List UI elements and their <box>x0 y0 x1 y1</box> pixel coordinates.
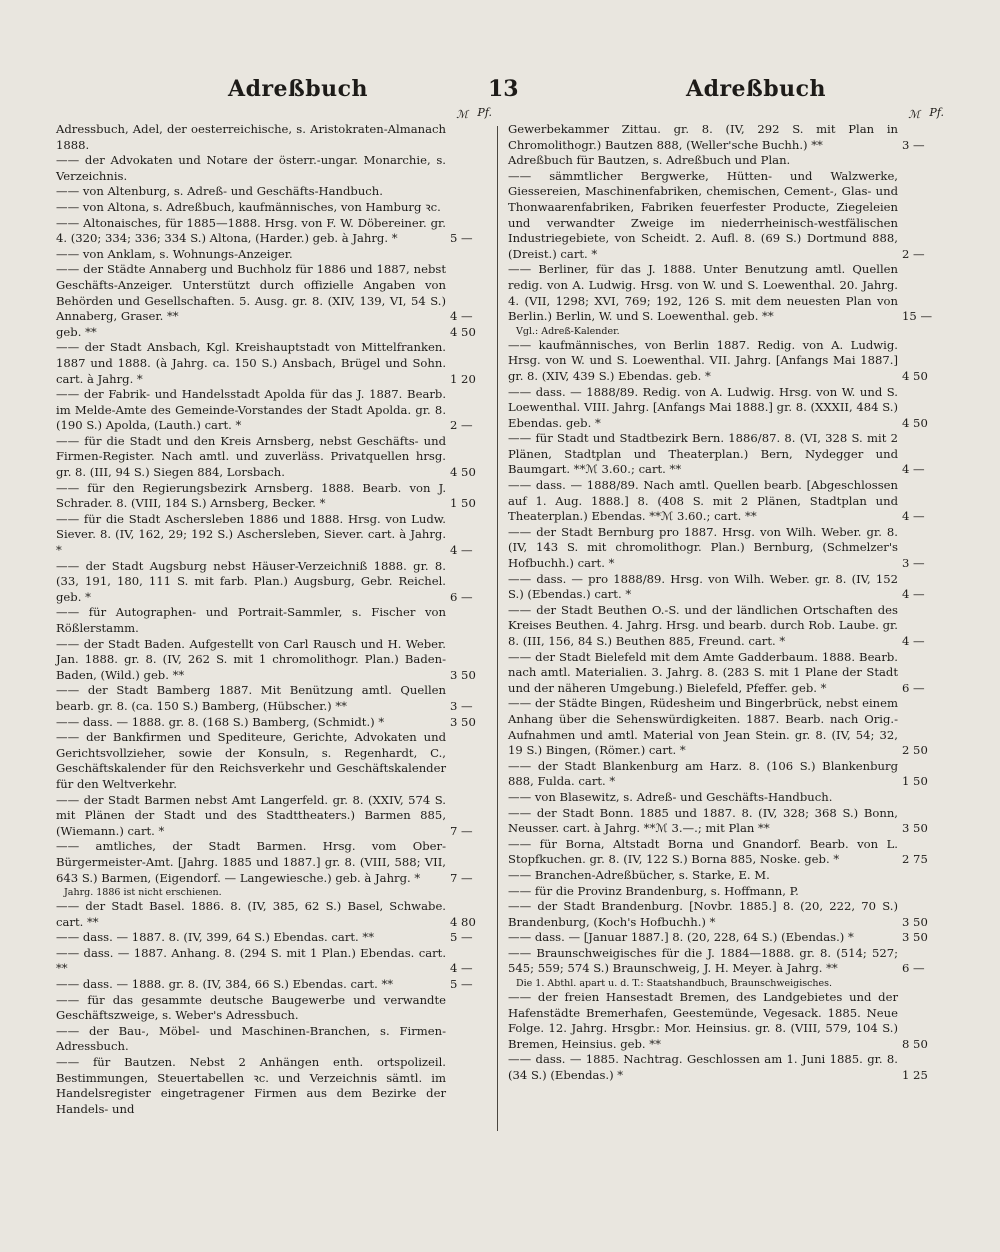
mark-symbol: ℳ <box>908 108 920 121</box>
header-left-title: Adreßbuch <box>228 76 369 102</box>
bibliography-entry <box>508 650 948 697</box>
entry-price: 3 — <box>902 137 925 152</box>
entry-price: 3 50 <box>902 914 928 929</box>
entry-text: —— Braunschweigisches für die J. 1884—1888. gr. 8. (514; 527; 545; 559; 574 S.) Braunschweig, J. H. Meyer. à Jahrg. ** <box>508 945 898 976</box>
bibliography-entry <box>56 122 496 153</box>
entry-price: 3 50 <box>450 667 476 682</box>
entry-price: 4 50 <box>902 415 928 430</box>
bibliography-entry <box>56 605 496 636</box>
entry-text: Jahrg. 1886 ist nicht erschienen. <box>64 887 222 899</box>
entry-text: —— für Stadt und Stadtbezirk Bern. 1886/87. 8. (VI, 328 S. mit 2 Plänen, Stadtplan und Theaterplan.) Bern, Nydegger und Baumgart. **ℳ 3.60.; cart. ** <box>508 431 898 477</box>
currency-heading <box>56 106 496 122</box>
entry-text: —— der Stadt Barmen nebst Amt Langerfeld. gr. 8. (XXIV, 574 S. mit Plänen der Stadt und des Stadttheaters.) Barmen 885, (Wiemann.) cart. * <box>56 792 446 838</box>
entry-text: —— für das gesammte deutsche Baugewerbe und verwandte Geschäftszweige, s. Weber's Adressbuch. <box>56 992 446 1023</box>
pfennig-label: Pf. <box>929 106 944 119</box>
entry-text: —— der Stadt Basel. 1886. 8. (IV, 385, 62 S.) Basel, Schwabe. cart. ** <box>56 899 446 929</box>
entry-text: —— kaufmännisches, von Berlin 1887. Redig. von A. Ludwig. Hrsg. von W. und S. Loewenthal. VII. Jahrg. [Anfangs Mai 1887.] gr. 8. (XIV, 439 S.) Ebendas. geb. * <box>508 337 898 383</box>
entry-price: 4 — <box>450 961 473 976</box>
entry-text: —— dass. — [Januar 1887.] 8. (20, 228, 64 S.) (Ebendas.) * <box>508 930 854 945</box>
entry-text: Adreßbuch für Bautzen, s. Adreßbuch und Plan. <box>508 153 791 168</box>
entry-text: —— der Stadt Bamberg 1887. Mit Benützung amtl. Quellen bearb. gr. 8. (ca. 150 S.) Bamberg, (Hübscher.) ** <box>56 683 446 713</box>
bibliography-entry <box>508 930 948 946</box>
entry-text: —— dass. — 1888. gr. 8. (IV, 384, 66 S.) Ebendas. cart. ** <box>56 977 394 992</box>
entry-text: —— der Stadt Bielefeld mit dem Amte Gadderbaum. 1888. Bearb. nach amtl. Materialien. 3. Jahrg. 8. (283 S. mit 1 Plane der Stadt und der näheren Umgebung.) Bielefeld, Pfeffer. geb. * <box>508 649 898 695</box>
entry-text: —— dass. — 1887. Anhang. 8. (294 S. mit 1 Plan.) Ebendas. cart. ** <box>56 945 446 976</box>
entry-text: —— der Stadt Bonn. 1885 und 1887. 8. (IV, 328; 368 S.) Bonn, Neusser. cart. à Jahrg. **ℳ 3.—.; mit Plan ** <box>508 805 898 836</box>
entry-text: —— für die Stadt und den Kreis Arnsberg, nebst Geschäfts- und Firmen-Register. Nach amtl. und zuverläss. Privatquellen hrsg. gr. 8. (III, 94 S.) Siegen 884, Lorsbach. <box>56 433 446 480</box>
entry-price: 3 — <box>902 556 925 571</box>
entry-price: 4 — <box>450 543 473 558</box>
entry-price: 6 — <box>450 589 473 604</box>
bibliography-entry <box>508 431 948 478</box>
entry-text: —— der Stadt Blankenburg am Harz. 8. (106 S.) Blankenburg 888, Fulda. cart. * <box>508 758 898 789</box>
entry-text: —— Altonaisches, für 1885—1888. Hrsg. von F. W. Döbereiner. gr. 4. (320; 334; 336; 334 S.) Altona, (Harder.) geb. à Jahrg. * <box>56 215 446 246</box>
right-entry-list <box>508 122 948 1084</box>
entry-text: —— Branchen-Adreßbücher, s. Starke, E. M. <box>508 867 770 882</box>
bibliography-entry <box>508 122 948 153</box>
bibliography-entry <box>56 993 496 1024</box>
bibliography-entry <box>508 696 948 758</box>
bibliography-entry <box>508 525 948 572</box>
entry-text: Vgl.: Adreß-Kalender. <box>516 325 620 337</box>
entry-price: 4 50 <box>902 368 928 383</box>
entry-text: —— Berliner, für das J. 1888. Unter Benutzung amtl. Quellen redig. von A. Ludwig. Hrsg. von W. und S. Loewenthal. 20. Jahrg. 4. (VII, 1298; XVI, 769; 192, 126 S. mit dem neuesten Plan von Berlin.) Berlin, W. und S. Loewenthal. geb. ** <box>508 262 898 324</box>
entry-text: Gewerbekammer Zittau. gr. 8. (IV, 292 S. mit Plan in Chromolithogr.) Bautzen 888, (Weller'sche Buchh.) ** <box>508 122 898 152</box>
bibliography-entry <box>56 793 496 840</box>
bibliography-entry <box>508 868 948 884</box>
bibliography-entry <box>56 434 496 481</box>
entry-price: 1 25 <box>902 1068 928 1083</box>
entry-price: 6 — <box>902 680 925 695</box>
bibliography-entry <box>56 899 496 930</box>
bibliography-entry <box>508 884 948 900</box>
bibliography-entry <box>56 200 496 216</box>
entry-text: —— der Bankfirmen und Spediteure, Gerichte, Advokaten und Gerichtsvollzieher, sowie der Konsuln, s. Regenhardt, C., Geschäftskalender für den Reichsverkehr und Geschäftskalender für den Weltverkehr. <box>56 730 446 791</box>
entry-price: 8 50 <box>902 1036 928 1051</box>
pfennig-label: Pf. <box>477 106 492 119</box>
entry-text: —— dass. — 1888/89. Nach amtl. Quellen bearb. [Abgeschlossen auf 1. Aug. 1888.] 8. (408 S. mit 2 Plänen, Stadtplan und Theaterplan.) Ebendas. **ℳ 3.60.; cart. ** <box>508 478 898 524</box>
mark-symbol: ℳ <box>456 108 468 121</box>
entry-text: —— der Stadt Bernburg pro 1887. Hrsg. von Wilh. Weber. gr. 8. (IV, 143 S. mit chromolithogr. Plan.) Bernburg, (Schmelzer's Hofbuchh.) cart. * <box>508 524 898 571</box>
entry-price: 4 80 <box>450 914 476 929</box>
bibliography-entry <box>508 262 948 324</box>
running-header <box>0 76 1000 106</box>
bibliography-entry <box>508 603 948 650</box>
bibliography-entry <box>56 512 496 559</box>
entry-text: —— für Autographen- und Portrait-Sammler, s. Fischer von Rößlerstamm. <box>56 605 446 635</box>
bibliography-entry <box>508 153 948 169</box>
entry-text: —— der Bau-, Möbel- und Maschinen-Branchen, s. Firmen-Adressbuch. <box>56 1023 446 1054</box>
entry-text: —— dass. — pro 1888/89. Hrsg. von Wilh. Weber. gr. 8. (IV, 152 S.) (Ebendas.) cart. * <box>508 571 898 602</box>
entry-price: 3 — <box>450 698 473 713</box>
entry-price: 4 — <box>902 587 925 602</box>
bibliography-entry <box>508 169 948 263</box>
bibliography-entry <box>56 839 496 886</box>
entry-text: —— für Bautzen. Nebst 2 Anhängen enth. ortspolizeil. Bestimmungen, Steuertabellen ꝛc. und Verzeichnis sämtl. im Handelsregister eingetragener Firmen aus dem Bezirke der Handels- und <box>56 1055 446 1116</box>
entry-price: 2 75 <box>902 852 928 867</box>
bibliography-entry <box>508 946 948 977</box>
entry-price: 1 50 <box>902 774 928 789</box>
entry-text: —— der Stadt Beuthen O.-S. und der ländlichen Ortschaften des Kreises Beuthen. 4. Jahrg. Hrsg. und bearb. durch Rob. Laube. gr. 8. (III, 156, 84 S.) Beuthen 885, Freund. cart. * <box>508 602 898 648</box>
bibliography-entry <box>56 247 496 263</box>
bibliography-entry <box>508 385 948 432</box>
entry-price: 3 50 <box>902 930 928 945</box>
entry-text: —— der Stadt Ansbach, Kgl. Kreishauptstadt von Mittelfranken. 1887 und 1888. (à Jahrg. ca. 150 S.) Ansbach, Brügel und Sohn. cart. à Jahrg. * <box>56 340 446 386</box>
entry-text: —— der Advokaten und Notare der österr.-ungar. Monarchie, s. Verzeichnis. <box>56 153 446 183</box>
entry-price: 4 50 <box>450 465 476 480</box>
bibliography-entry <box>508 478 948 525</box>
entry-text: —— von Altenburg, s. Adreß- und Geschäfts-Handbuch. <box>56 184 383 199</box>
entry-text: —— der Stadt Brandenburg. [Novbr. 1885.] 8. (20, 222, 70 S.) Brandenburg, (Koch's Hofbuchh.) * <box>508 899 898 929</box>
entry-price: 4 50 <box>450 324 476 339</box>
right-column <box>508 106 948 1084</box>
entry-text: Die 1. Abthl. apart u. d. T.: Staatshandbuch, Braunschweigisches. <box>516 978 833 990</box>
entry-price: 5 — <box>450 977 473 992</box>
bibliography-entry <box>508 806 948 837</box>
bibliography-entry <box>508 1052 948 1083</box>
entry-text: —— von Blasewitz, s. Adreß- und Geschäfts-Handbuch. <box>508 789 833 804</box>
entry-price: 1 50 <box>450 496 476 511</box>
bibliography-entry <box>56 683 496 714</box>
entry-price: 4 — <box>902 509 925 524</box>
currency-heading <box>508 106 948 122</box>
bibliography-entry <box>508 990 948 1052</box>
entry-text: Adressbuch, Adel, der oesterreichische, s. Aristokraten-Almanach 1888. <box>56 122 446 152</box>
entry-text: —— der freien Hansestadt Bremen, des Landgebietes und der Hafenstädte Bremerhafen, Geestemünde, Vegesack. 1885. Neue Folge. 12. Jahrg. Hrsgbr.: Mor. Heinsius. gr. 8. (VIII, 579, 104 S.) Bremen, Heinsius. geb. ** <box>508 990 898 1051</box>
bibliography-entry <box>56 262 496 324</box>
bibliography-entry <box>56 637 496 684</box>
entry-text: —— der Fabrik- und Handelsstadt Apolda für das J. 1887. Bearb. im Melde-Amte des Gemeinde-Vorstandes der Stadt Apolda. gr. 8. (190 S.) Apolda, (Lauth.) cart. * <box>56 387 446 433</box>
entry-text: —— der Städte Annaberg und Buchholz für 1886 und 1887, nebst Geschäfts-Anzeiger. Unterstützt durch offizielle Angaben von Behörden und Gesellschaften. 5. Ausg. gr. 8. (XIV, 139, VI, 54 S.) Annaberg, Graser. ** <box>56 262 446 324</box>
entry-price: 7 — <box>450 823 473 838</box>
bibliography-entry <box>56 977 496 993</box>
entry-text: —— für den Regierungsbezirk Arnsberg. 1888. Bearb. von J. Schrader. 8. (VIII, 184 S.) Arnsberg, Becker. * <box>56 480 446 511</box>
entry-price: 4 — <box>902 462 925 477</box>
entry-text: —— sämmtlicher Bergwerke, Hütten- und Walzwerke, Giessereien, Maschinenfabriken, chemischen, Cement-, Glas- und Thonwaarenfabriken, Fabriken feuerfester Producte, Ziegeleien und verwandter Zweige im niederrheinisch-westfälischen Industriegebiete, von Scheidt. 2. Aufl. 8. (69 S.) Dortmund 888, (Dreist.) cart. * <box>508 168 898 261</box>
entry-text: —— amtliches, der Stadt Barmen. Hrsg. vom Ober-Bürgermeister-Amt. [Jahrg. 1885 und 1887.] gr. 8. (VIII, 588; VII, 643 S.) Barmen, (Eigendorf. — Langewiesche.) geb. à Jahrg. * <box>56 839 446 885</box>
entry-text: —— für die Stadt Aschersleben 1886 und 1888. Hrsg. von Ludw. Siever. 8. (IV, 162, 29; 192 S.) Aschersleben, Siever. cart. à Jahrg. * <box>56 511 446 558</box>
entry-text: geb. ** <box>56 324 97 339</box>
entry-text: —— von Altona, s. Adreßbuch, kaufmännisches, von Hamburg ꝛc. <box>56 199 441 214</box>
entry-text: —— von Anklam, s. Wohnungs-Anzeiger. <box>56 246 293 261</box>
bibliography-entry <box>508 837 948 868</box>
left-column <box>56 106 496 1117</box>
entry-price: 2 50 <box>902 743 928 758</box>
entry-price: 7 — <box>450 870 473 885</box>
bibliography-entry <box>56 387 496 434</box>
entry-note <box>508 977 948 990</box>
bibliography-entry <box>508 572 948 603</box>
entry-price: 15 — <box>902 309 933 324</box>
entry-price: 5 — <box>450 930 473 945</box>
bibliography-entry <box>56 1024 496 1055</box>
bibliography-entry <box>508 759 948 790</box>
entry-note <box>508 325 948 338</box>
entry-price: 4 — <box>902 634 925 648</box>
bibliography-entry <box>508 899 948 930</box>
entry-text: —— für die Provinz Brandenburg, s. Hoffmann, P. <box>508 883 799 898</box>
bibliography-entry <box>56 325 496 341</box>
entry-note <box>56 886 496 899</box>
bibliography-entry <box>56 1055 496 1117</box>
bibliography-entry <box>508 338 948 385</box>
entry-price: 5 — <box>450 231 473 246</box>
left-entry-list <box>56 122 496 1117</box>
entry-text: —— dass. — 1887. 8. (IV, 399, 64 S.) Ebendas. cart. ** <box>56 930 374 945</box>
bibliography-entry <box>508 790 948 806</box>
entry-price: 4 — <box>450 309 473 324</box>
bibliography-entry <box>56 216 496 247</box>
entry-price: 3 50 <box>902 821 928 836</box>
bibliography-entry <box>56 730 496 792</box>
entry-text: —— der Stadt Baden. Aufgestellt von Carl Rausch und H. Weber. Jan. 1888. gr. 8. (IV, 262 S. mit 1 chromolithogr. Plan.) Baden-Baden, (Wild.) geb. ** <box>56 636 446 682</box>
bibliography-entry <box>56 946 496 977</box>
entry-price: 6 — <box>902 961 925 976</box>
entry-text: —— dass. — 1888. gr. 8. (168 S.) Bamberg, (Schmidt.) * <box>56 714 385 729</box>
bibliography-entry <box>56 153 496 184</box>
bibliography-entry <box>56 184 496 200</box>
entry-price: 1 20 <box>450 371 476 386</box>
bibliography-entry <box>56 559 496 606</box>
entry-text: —— für Borna, Altstadt Borna und Gnandorf. Bearb. von L. Stopfkuchen. gr. 8. (IV, 122 S.) Borna 885, Noske. geb. * <box>508 836 898 867</box>
header-right-title: Adreßbuch <box>686 76 827 102</box>
bibliography-entry <box>56 340 496 387</box>
entry-price: 2 — <box>902 246 925 261</box>
entry-price: 3 50 <box>450 714 476 729</box>
entry-text: —— der Städte Bingen, Rüdesheim und Bingerbrück, nebst einem Anhang über die Sehenswürdigkeiten. 1887. Bearb. nach Orig.-Aufnahmen und amtl. Material von Jean Stein. gr. 8. (IV, 54; 32, 19 S.) Bingen, (Römer.) cart. * <box>508 696 898 758</box>
entry-price: 2 — <box>450 418 473 433</box>
page-number: 13 <box>488 76 519 102</box>
entry-text: —— dass. — 1885. Nachtrag. Geschlossen am 1. Juni 1885. gr. 8. (34 S.) (Ebendas.) * <box>508 1052 898 1083</box>
bibliography-entry <box>56 930 496 946</box>
entry-text: —— der Stadt Augsburg nebst Häuser-Verzeichniß 1888. gr. 8. (33, 191, 180, 111 S. mit farb. Plan.) Augsburg, Gebr. Reichel. geb. * <box>56 558 446 604</box>
bibliography-entry <box>56 481 496 512</box>
bibliography-entry <box>56 715 496 731</box>
column-divider <box>497 126 498 1131</box>
entry-text: —— dass. — 1888/89. Redig. von A. Ludwig. Hrsg. von W. und S. Loewenthal. VIII. Jahrg. [Anfangs Mai 1888.] gr. 8. (XXXII, 484 S.) Ebendas. geb. * <box>508 384 898 430</box>
